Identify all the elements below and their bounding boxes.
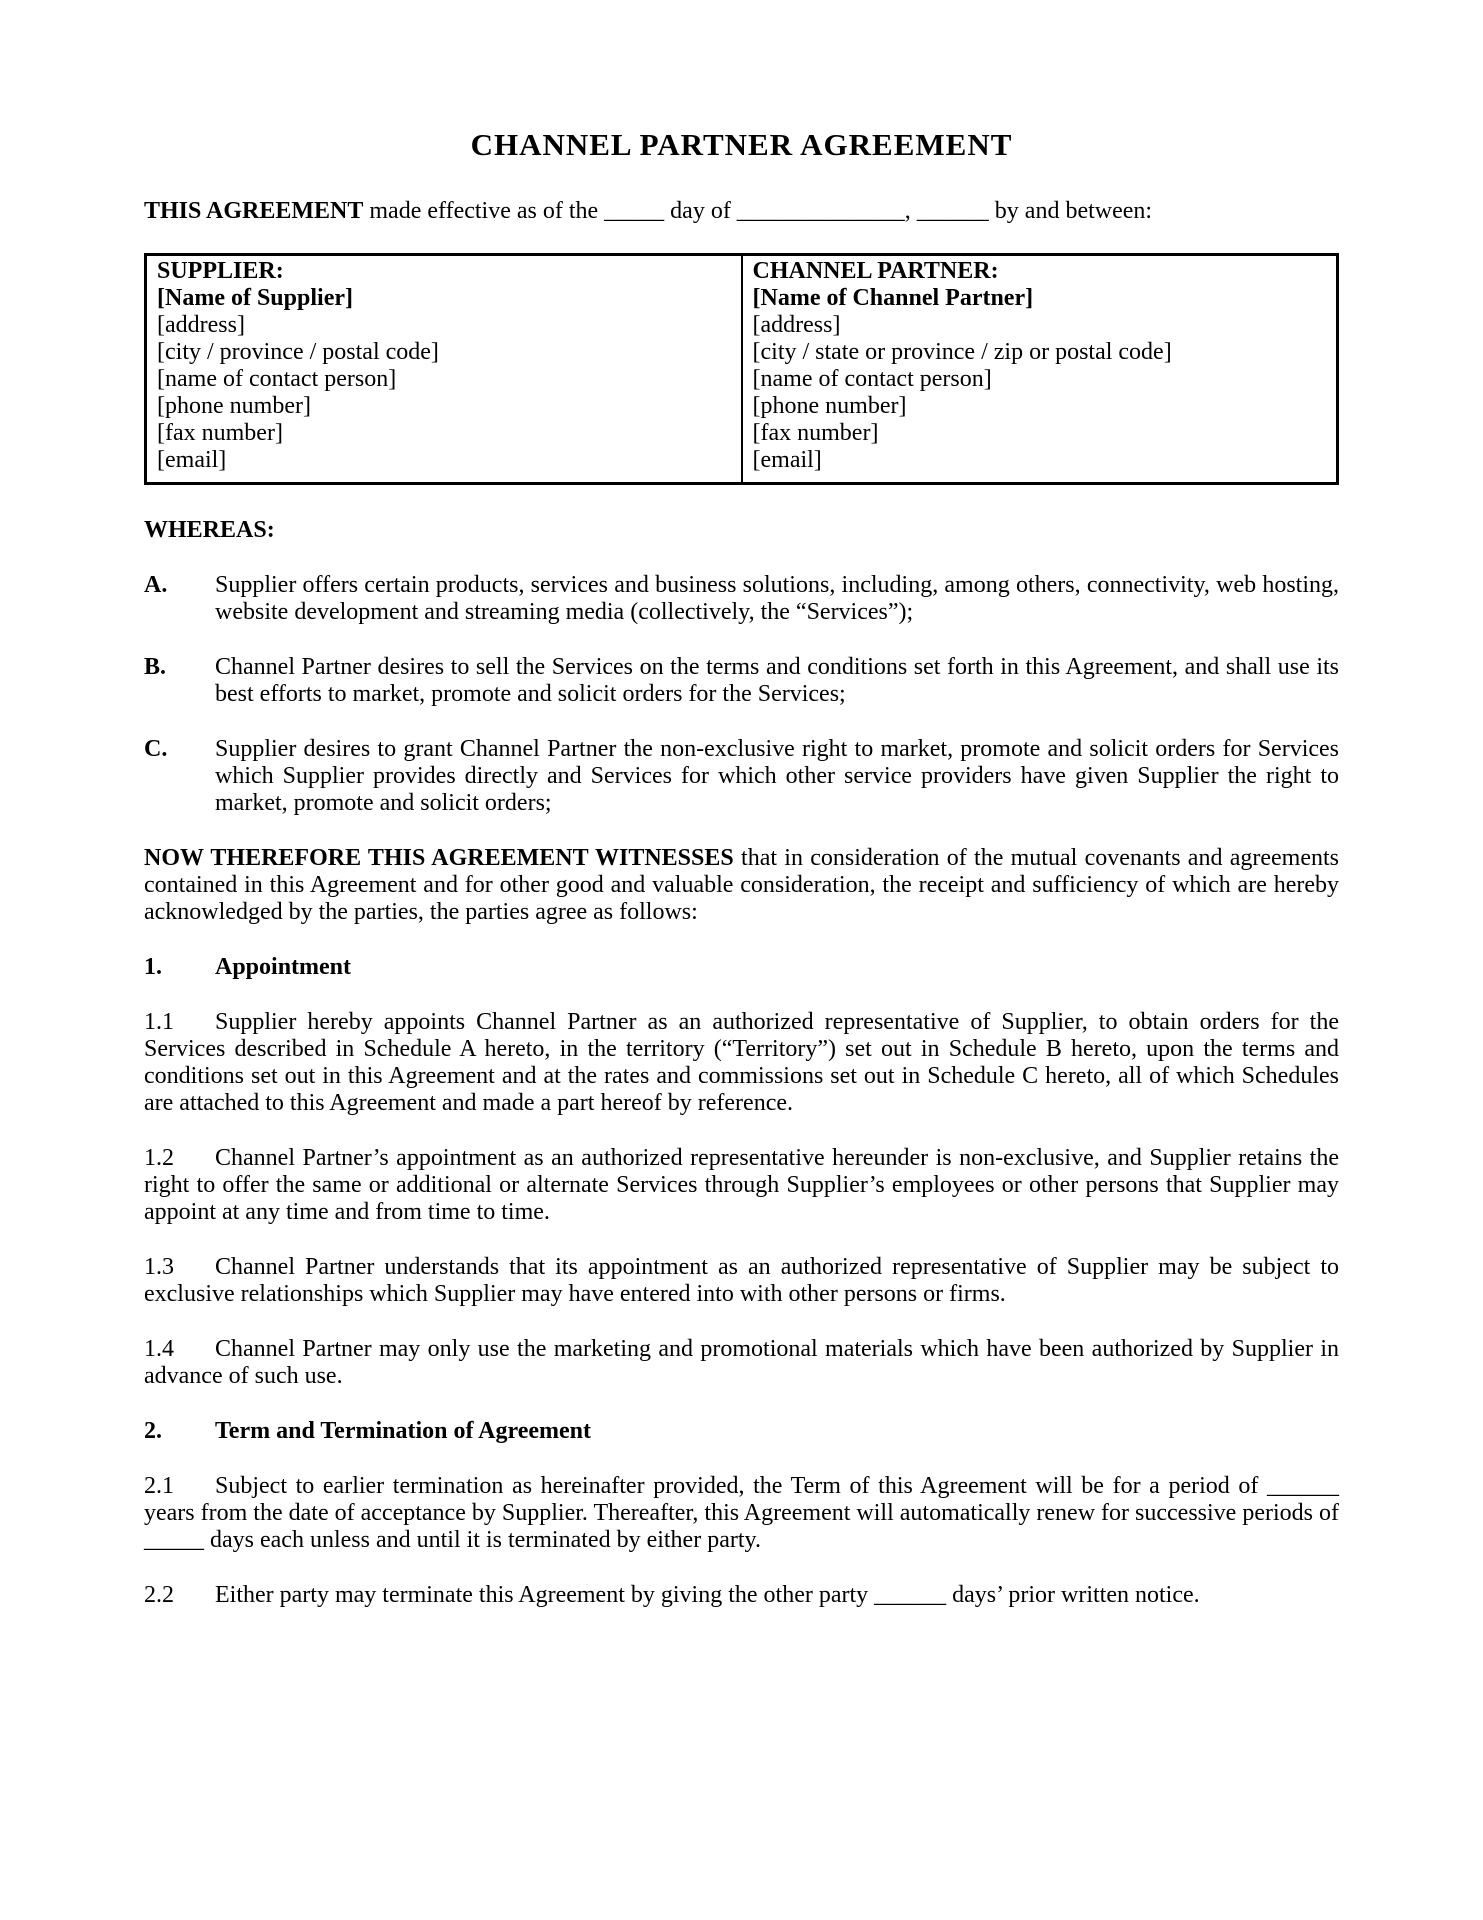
- recital-c-text: Supplier desires to grant Channel Partner the non-exclusive right to market, promote and solicit orders for Services which Supplier provides directly and Services for which other service providers have given Supplier the right to market, promote and solicit orders;: [215, 736, 1339, 816]
- recital-b-label: B.: [144, 654, 167, 680]
- clause-1-2-number: 1.2: [144, 1145, 174, 1171]
- channel-partner-contact-placeholder: [name of contact person]: [752, 366, 992, 392]
- supplier-header: SUPPLIER:: [157, 258, 284, 284]
- parties-table: [144, 253, 1339, 485]
- clause-2-1-text: Subject to earlier termination as hereinafter provided, the Term of this Agreement will be for a period of ______ years from the date of acceptance by Supplier. Thereafter, this Agreement will automatically renew for successive periods of _____ days each unless and until it is terminated by either party.: [144, 1473, 1339, 1553]
- channel-partner-phone-placeholder: [phone number]: [752, 393, 907, 419]
- document-title: CHANNEL PARTNER AGREEMENT: [470, 127, 1013, 162]
- clause-1-3-number: 1.3: [144, 1254, 174, 1280]
- whereas-heading: WHEREAS:: [144, 517, 275, 543]
- clause-1-4-number: 1.4: [144, 1336, 174, 1362]
- clause-1-2: [144, 1145, 1339, 1226]
- supplier-address-placeholder: [address]: [157, 312, 245, 338]
- intro-bold-text: THIS AGREEMENT: [144, 198, 364, 224]
- clause-1-4: [144, 1336, 1339, 1390]
- now-therefore-bold-text: NOW THEREFORE THIS AGREEMENT WITNESSES: [144, 845, 734, 871]
- recital-c-label: C.: [144, 736, 168, 762]
- clause-1-3: [144, 1254, 1339, 1308]
- channel-partner-header: CHANNEL PARTNER:: [752, 258, 999, 284]
- clause-1-3-text: Channel Partner understands that its appointment as an authorized representative of Supplier may be subject to exclusive relationships which Supplier may have entered into with other persons or firms.: [144, 1254, 1339, 1307]
- section-1-heading: [144, 954, 1339, 981]
- now-therefore-paragraph: [144, 845, 1339, 926]
- intro-paragraph: [144, 198, 1339, 225]
- channel-partner-address-placeholder: [address]: [752, 312, 841, 338]
- channel-partner-cell: [742, 255, 1338, 484]
- clause-1-1: [144, 1009, 1339, 1117]
- channel-partner-name-placeholder: [Name of Channel Partner]: [752, 285, 1034, 311]
- recital-c: [144, 736, 1339, 817]
- supplier-contact-placeholder: [name of contact person]: [157, 366, 397, 392]
- supplier-name-placeholder: [Name of Supplier]: [157, 285, 353, 311]
- section-2-title: Term and Termination of Agreement: [215, 1418, 591, 1444]
- supplier-phone-placeholder: [phone number]: [157, 393, 311, 419]
- clause-1-1-text: Supplier hereby appoints Channel Partner as an authorized representative of Supplier, to obtain orders for the Services described in Schedule A hereto, in the territory (“Territory”) set out in Schedule B hereto, upon the terms and conditions set out in this Agreement and at the rates and commissions set out in Schedule C hereto, all of which Schedules are attached to this Agreement and made a part hereof by reference.: [144, 1009, 1339, 1116]
- clause-2-2-number: 2.2: [144, 1582, 174, 1608]
- channel-partner-fax-placeholder: [fax number]: [752, 420, 879, 446]
- clause-2-2-text: Either party may terminate this Agreement by giving the other party ______ days’ prior written notice.: [215, 1582, 1200, 1608]
- supplier-city-placeholder: [city / province / postal code]: [157, 339, 439, 365]
- parties-row: [146, 255, 1338, 484]
- recital-a-text: Supplier offers certain products, services and business solutions, including, among others, connectivity, web hosting, website development and streaming media (collectively, the “Services”);: [215, 572, 1339, 625]
- clause-1-2-text: Channel Partner’s appointment as an authorized representative hereunder is non-exclusive, and Supplier retains the right to offer the same or additional or alternate Services through Supplier’s employees or other persons that Supplier may appoint at any time and from time to time.: [144, 1145, 1339, 1225]
- recital-b: [144, 654, 1339, 708]
- intro-rest-text: made effective as of the _____ day of ______________, ______ by and between:: [363, 198, 1153, 224]
- section-1-number: 1.: [144, 954, 162, 980]
- supplier-cell: [146, 255, 742, 484]
- clause-2-1: [144, 1473, 1339, 1554]
- section-2-heading: [144, 1418, 1339, 1445]
- recital-a-label: A.: [144, 572, 168, 598]
- recital-a: [144, 572, 1339, 626]
- clause-1-4-text: Channel Partner may only use the marketing and promotional materials which have been authorized by Supplier in advance of such use.: [144, 1336, 1339, 1389]
- supplier-email-placeholder: [email]: [157, 447, 227, 473]
- supplier-fax-placeholder: [fax number]: [157, 420, 283, 446]
- recital-b-text: Channel Partner desires to sell the Services on the terms and conditions set forth in this Agreement, and shall use its best efforts to market, promote and solicit orders for the Services;: [215, 654, 1339, 707]
- clause-2-1-number: 2.1: [144, 1473, 174, 1499]
- section-1-title: Appointment: [215, 954, 352, 980]
- clause-2-2: [144, 1582, 1339, 1609]
- channel-partner-email-placeholder: [email]: [752, 447, 822, 473]
- clause-1-1-number: 1.1: [144, 1009, 174, 1035]
- section-2-number: 2.: [144, 1418, 162, 1444]
- now-therefore-rest-text: that in consideration of the mutual covenants and agreements contained in this Agreement and for other good and valuable consideration, the receipt and sufficiency of which are hereby acknowledged by the parties, the parties agree as follows:: [144, 845, 1340, 925]
- channel-partner-city-placeholder: [city / state or province / zip or postal code]: [752, 339, 1172, 365]
